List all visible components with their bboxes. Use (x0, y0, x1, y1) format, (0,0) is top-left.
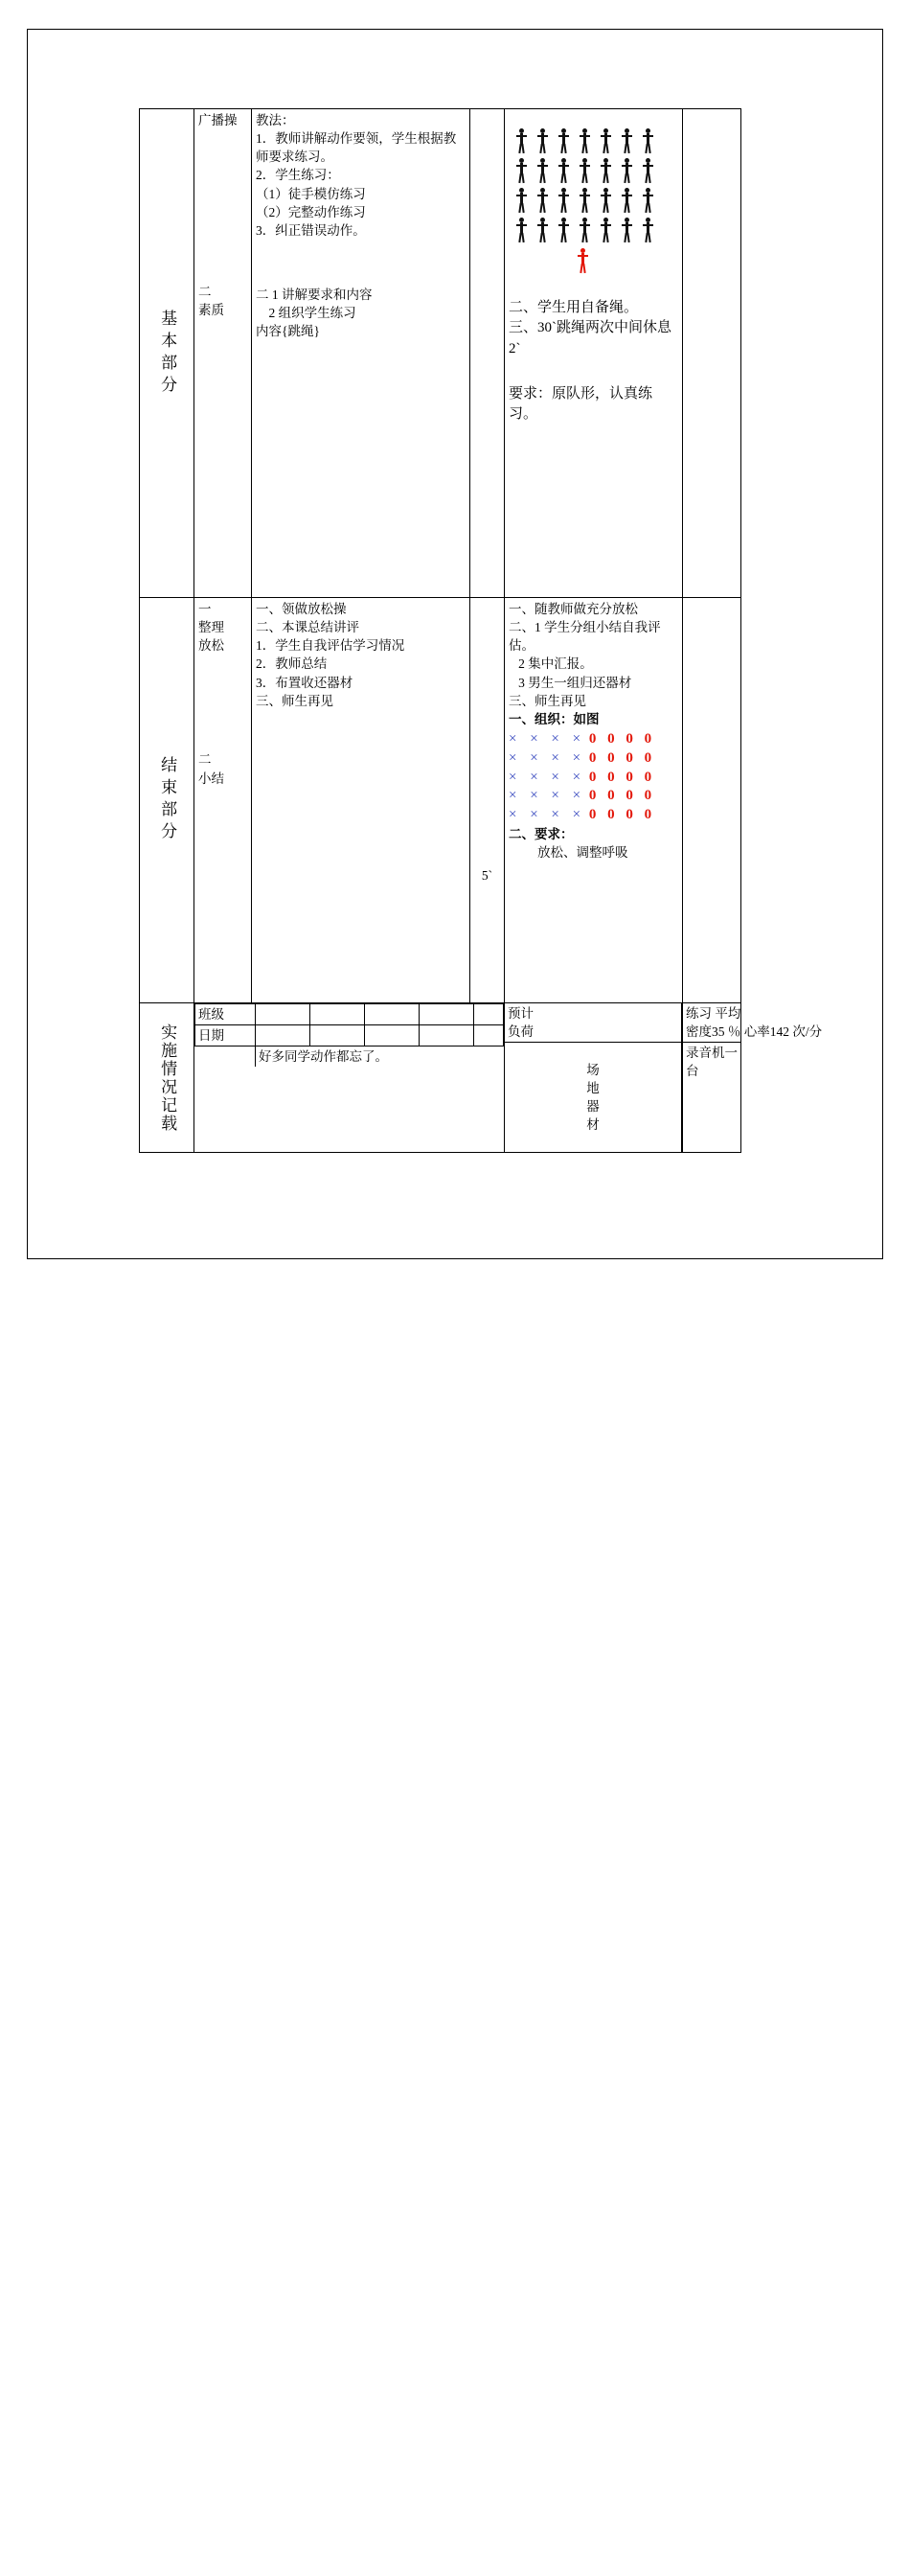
method-line: 3．纠正错误动作。 (256, 222, 366, 238)
o-marks: 0 0 0 0 (588, 731, 656, 748)
stick-figure-icon (516, 218, 527, 242)
date-value-2[interactable] (310, 1025, 365, 1046)
venue-label: 场 地 器 材 (505, 1043, 682, 1153)
x-marks: × × × × (509, 731, 586, 748)
teacher-figure-icon (578, 248, 588, 273)
stats-row (683, 1003, 740, 1043)
class-value-1[interactable] (256, 1004, 310, 1025)
org-line: 2 集中汇报。 (509, 656, 593, 672)
stick-figure-icon (537, 188, 548, 213)
method-line: 二、本课总结讲评 (256, 620, 359, 635)
stick-figure-icon (601, 128, 611, 153)
stick-figure-icon (622, 158, 632, 183)
org-line: 二、学生用自备绳。 (509, 300, 639, 315)
stats-line-2: 密度35 ％ 心率142 次/分 (686, 1024, 823, 1040)
stick-figure-icon (601, 188, 611, 213)
content-top-end: 一 整理 放松 (198, 602, 224, 654)
stick-figure-icon (622, 218, 632, 242)
load-venue-cell (505, 1003, 683, 1153)
content-bottom-end: 二 小结 (198, 752, 224, 786)
method-line: 3．布置收还器材 (256, 675, 353, 690)
phase-cell-basic (140, 109, 194, 598)
content-cell-end (194, 598, 252, 1003)
org-requirement-title: 二、要求： (509, 827, 574, 842)
method-cell-basic (252, 109, 470, 598)
load-venue-grid (505, 1003, 682, 1152)
time-cell-end: 5` (470, 598, 505, 1003)
o-marks: 0 0 0 0 (588, 769, 656, 785)
class-value-2[interactable] (310, 1004, 365, 1025)
xo-row (509, 749, 678, 769)
stick-figure-icon (537, 218, 548, 242)
method-line: 2．教师总结 (256, 656, 328, 672)
method-line: 三、师生再见 (256, 693, 333, 708)
class-value-4[interactable] (420, 1004, 474, 1025)
class-date-grid (194, 1003, 504, 1067)
content-cell-basic (194, 109, 252, 598)
stick-figure-icon (558, 128, 569, 153)
remarks-cell-end (683, 598, 741, 1003)
stick-figure-icon (643, 218, 653, 242)
stats-equipment-cell (683, 1003, 823, 1153)
phase-label-basic: 基本部分 (158, 309, 177, 398)
date-value-4[interactable] (420, 1025, 474, 1046)
org-line: 二、1 学生分组小结自我评估。 (509, 620, 661, 654)
load-label: 预计 负荷 (505, 1003, 682, 1043)
formation-leader-row (516, 248, 678, 273)
method-line: 1．教师讲解动作要领，学生根据教师要求练习。 (256, 131, 457, 165)
method-line: 教法： (256, 113, 295, 127)
date-value-1[interactable] (256, 1025, 310, 1046)
org-line: 三、30`跳绳两次中间休息 2` (509, 320, 671, 356)
stick-figure-icon (558, 188, 569, 213)
remarks-cell-basic (683, 109, 741, 598)
org-line: 3 男生一组归还器材 (509, 675, 632, 690)
stick-figure-icon (537, 128, 548, 153)
x-marks: × × × × (509, 769, 586, 785)
o-marks: 0 0 0 0 (588, 749, 656, 766)
stick-figure-icon (601, 218, 611, 242)
org-line: 要求：原队形，认真练习。 (509, 385, 653, 423)
stick-figure-icon (622, 188, 632, 213)
stick-figure-icon (516, 188, 527, 213)
time-cell-basic (470, 109, 505, 598)
method-line: 2．学生练习： (256, 168, 340, 183)
xo-row (509, 730, 678, 749)
stick-figure-icon (516, 158, 527, 183)
o-marks: 0 0 0 0 (588, 788, 656, 804)
stats-line-1: 练习 平均 (686, 1006, 741, 1021)
stick-figure-icon (643, 188, 653, 213)
stick-figure-icon (558, 218, 569, 242)
stick-figure-icon (516, 128, 527, 153)
stick-figure-icon (580, 158, 590, 183)
stats-equipment-grid (683, 1003, 823, 1152)
org-title: 一、组织：如图 (509, 711, 600, 726)
class-value-3[interactable] (365, 1004, 420, 1025)
stick-figure-icon (580, 218, 590, 242)
stick-figure-icon (643, 158, 653, 183)
x-marks: × × × × (509, 788, 586, 804)
record-label: 实施情况记载 (158, 1023, 177, 1133)
phase-cell-end (140, 598, 194, 1003)
method-line: （1）徒手模仿练习 (256, 186, 366, 201)
formation-row (516, 188, 678, 213)
stick-figure-icon (558, 158, 569, 183)
xo-row (509, 787, 678, 806)
x-marks: × × × × (509, 749, 586, 766)
method-line: （2）完整动作练习 (256, 204, 366, 219)
xo-row (509, 806, 678, 825)
method-line: 二 1 讲解要求和内容 (256, 288, 373, 303)
table-row (140, 109, 741, 598)
phase-label-end: 结束部分 (158, 756, 177, 844)
load-row (505, 1003, 682, 1043)
date-label: 日期 (195, 1025, 256, 1046)
method-line: 1．学生自我评估学习情况 (256, 638, 405, 654)
content-bottom-basic: 二 素质 (198, 285, 224, 318)
date-value-3[interactable] (365, 1025, 420, 1046)
formation-row (516, 158, 678, 183)
method-line: 内容{跳绳} (256, 324, 320, 339)
venue-row (505, 1043, 682, 1153)
stick-figure-icon (622, 128, 632, 153)
method-line: 2 组织学生练习 (256, 306, 356, 321)
formation-row (516, 128, 678, 153)
implementation-note: 好多同学动作都忘了。 (256, 1046, 504, 1068)
class-row (195, 1004, 504, 1025)
date-value-5[interactable] (474, 1025, 504, 1046)
stick-figure-icon (537, 158, 548, 183)
table-row (140, 598, 741, 1003)
organization-cell-basic (505, 109, 683, 598)
organization-cell-end (505, 598, 683, 1003)
formation-diagram (509, 128, 678, 273)
org-line: 一、随教师做充分放松 (509, 602, 638, 616)
stick-figure-icon (601, 158, 611, 183)
content-top-basic: 广播操 (198, 113, 238, 127)
method-cell-end (252, 598, 470, 1003)
equipment-row (683, 1043, 740, 1153)
xo-formation-diagram (509, 730, 678, 825)
record-label-cell (140, 1003, 194, 1153)
lesson-plan-table (139, 108, 823, 1153)
xo-row (509, 769, 678, 788)
class-value-5[interactable] (474, 1004, 504, 1025)
practice-stats (683, 1003, 823, 1043)
org-line: 三、师生再见 (509, 693, 586, 708)
note-row (195, 1046, 504, 1068)
org-requirement-body: 放松、调整呼吸 (537, 845, 628, 861)
table-row-summary (140, 1003, 741, 1153)
stick-figure-icon (643, 128, 653, 153)
formation-row (516, 218, 678, 242)
method-line: 一、领做放松操 (256, 602, 347, 616)
o-marks: 0 0 0 0 (588, 807, 656, 823)
stick-figure-icon (580, 128, 590, 153)
date-row (195, 1025, 504, 1046)
x-marks: × × × × (509, 807, 586, 823)
record-grid-cell (194, 1003, 505, 1153)
equipment-text: 录音机一台 (683, 1043, 740, 1153)
stick-figure-icon (580, 188, 590, 213)
class-label: 班级 (195, 1004, 256, 1025)
